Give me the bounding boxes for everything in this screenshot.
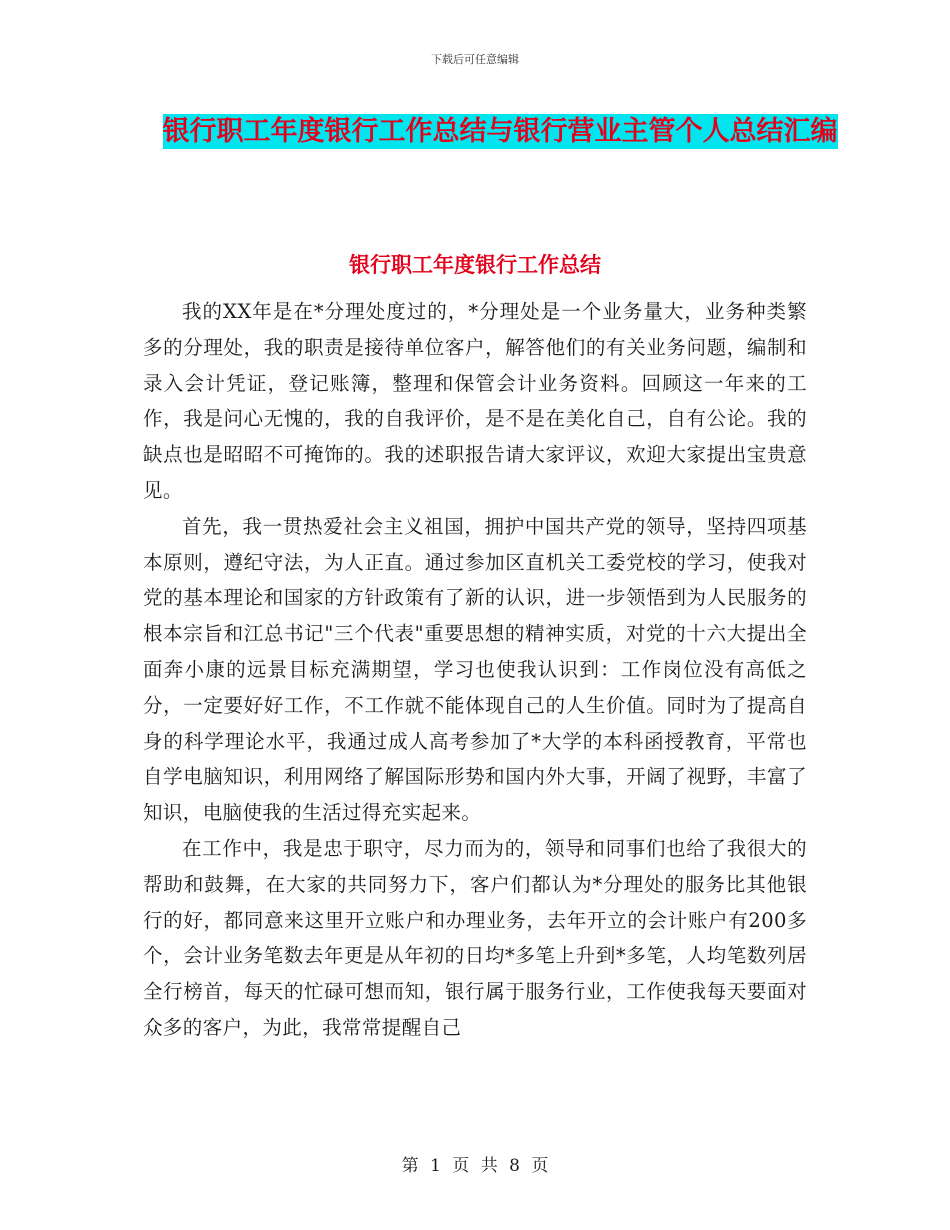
document-title [140, 108, 860, 156]
paragraph-1: 我的XX年是在*分理处度过的，*分理处是一个业务量大，业务种类繁多的分理处，我的职责是接待单位客户，解答他们的有关业务问题，编制和录入会计凭证，登记账簿，整理和保管会计业务资料。回顾这一年来的工作，我是问心无愧的，我的自我评价，是不是在美化自己，自有公论。我的缺点也是昭昭不可掩饰的。我的述职报告请大家评议，欢迎大家提出宝贵意见。 [143, 300, 807, 502]
page-footer: 第 1 页 共 8 页 [401, 1156, 549, 1176]
paragraph-2: 首先，我一贯热爱社会主义祖国，拥护中国共产党的领导，坚持四项基本原则，遵纪守法，为人正直。通过参加区直机关工委党校的学习，使我对党的基本理论和国家的方针政策有了新的认识，进一步领悟到为人民服务的根本宗旨和江总书记"三个代表"重要思想的精神实质，对党的十六大提出全面奔小康的远景目标充满期望，学习也使我认识到：工作岗位没有高低之分，一定要好好工作，不工作就不能体现自己的人生价值。同时为了提高自身的科学理论水平，我通过成人高考参加了*大学的本科函授教育，平常也自学电脑知识，利用网络了解国际形势和国内外大事，开阔了视野，丰富了知识，电脑使我的生活过得充实起来。 [143, 514, 807, 825]
header-note: 下载后可任意编辑 [431, 53, 519, 66]
paragraph-3: 在工作中，我是忠于职守，尽力而为的，领导和同事们也给了我很大的帮助和鼓舞，在大家的共同努力下，客户们都认为*分理处的服务比其他银行的好，都同意来这里开立账户和办理业务，去年开立的会计账户有200多个，会计业务笔数去年更是从年初的日均*多笔上升到*多笔，人均笔数列居全行榜首，每天的忙碌可想而知，银行属于服务行业，工作使我每天要面对众多的客户，为此，我常常提醒自己 [143, 836, 807, 1039]
document-body [143, 294, 807, 1046]
document-title-text: 银行职工年度银行工作总结与银行营业主管个人总结汇编 [162, 116, 838, 147]
section-title: 银行职工年度银行工作总结 [349, 253, 601, 277]
